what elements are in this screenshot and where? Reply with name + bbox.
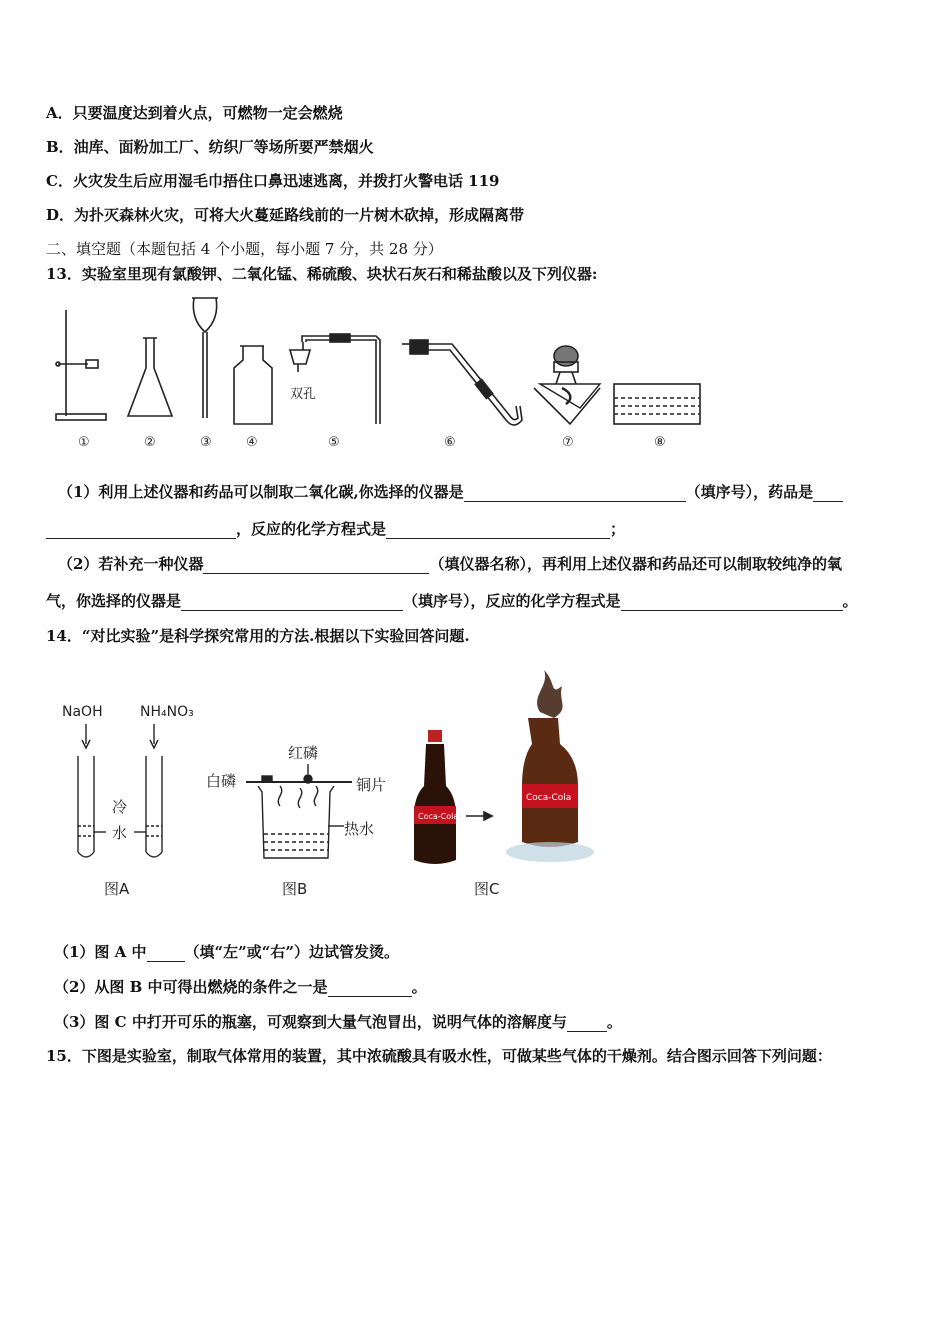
answer-blank[interactable] [621, 594, 843, 611]
gas-jar-icon [234, 346, 272, 424]
option-d: D．为扑灭森林火灾，可将大火蔓延路线前的一片树木砍掉，形成隔离带 [46, 206, 525, 224]
answer-blank[interactable] [813, 485, 843, 502]
answer-blank[interactable] [567, 1015, 607, 1032]
brand-label: Coca-Cola [526, 793, 572, 803]
q14-part3: （3）图 C 中打开可乐的瓶塞，可观察到大量气泡冒出，说明气体的溶解度与 。 [54, 1013, 622, 1031]
option-c: C．火灾发生后应用湿毛巾捂住口鼻迅速逃离，并拨打火警电话 119 [46, 172, 500, 190]
apparatus-label: ④ [246, 435, 258, 450]
cola-bottle-open-icon [506, 670, 594, 862]
arrow-icon [466, 812, 492, 820]
option-a: A．只要温度达到着火点，可燃物一定会燃烧 [46, 104, 343, 122]
option-b: B．油库、面粉加工厂、纺织厂等场所要严禁烟火 [46, 138, 374, 156]
apparatus-label: ⑥ [444, 435, 456, 450]
figure-a-caption: 图A [104, 880, 130, 898]
q14-part2: （2）从图 B 中可得出燃烧的条件之一是 。 [54, 978, 427, 996]
q14-part1: （1）图 A 中 （填“左”或“右”）边试管发烫。 [54, 943, 400, 961]
figure-b [246, 764, 352, 858]
iron-stand-icon [56, 310, 106, 420]
q13-part1: （1）利用上述仪器和药品可以制取二氧化碳,你选择的仪器是 （填序号），药品是 [58, 482, 843, 502]
copper-sheet-label: 铜片 [356, 776, 387, 794]
apparatus-label: ⑤ [328, 435, 340, 450]
q13-stem: 13．实验室里现有氯酸钾、二氧化锰、稀硫酸、块状石灰石和稀盐酸以及下列仪器: [46, 265, 598, 283]
q14-stem: 14．“对比实验”是科学探究常用的方法.根据以下实验回答问题. [46, 627, 470, 645]
red-phosphorus-label: 红磷 [288, 744, 319, 762]
long-neck-funnel-icon [192, 298, 218, 418]
answer-blank[interactable] [203, 557, 429, 574]
naoh-label: NaOH [62, 704, 103, 720]
single-hole-stopper-tube-icon [402, 340, 522, 425]
alcohol-lamp-icon [534, 346, 600, 424]
cola-bottle-closed-icon [414, 730, 458, 864]
q13-part2-cont: 气，你选择的仪器是 （填序号），反应的化学方程式是 。 [46, 592, 858, 610]
hot-water-label: 热水 [344, 820, 375, 838]
water-trough-icon [614, 384, 700, 424]
apparatus-label: ③ [200, 435, 212, 450]
answer-blank[interactable] [147, 945, 185, 962]
q14-figures [50, 656, 610, 906]
apparatus-label: ① [78, 435, 90, 450]
q13-part2: （2）若补充一种仪器 （填仪器名称），再利用上述仪器和药品还可以制取较纯净的氧 [58, 555, 842, 573]
answer-blank[interactable] [386, 522, 610, 539]
figure-b-caption: 图B [282, 880, 308, 898]
double-hole-label: 双孔 [290, 387, 317, 402]
section-heading: 二、填空题（本题包括 4 个小题，每小题 7 分，共 28 分） [46, 240, 443, 258]
brand-label: Coca-Cola [418, 812, 459, 821]
white-phosphorus-label: 白磷 [206, 772, 237, 790]
apparatus-label: ⑦ [562, 435, 574, 450]
q15-stem: 15．下图是实验室，制取气体常用的装置，其中浓硫酸具有吸水性，可做某些气体的干燥剂。结合图示回答下列问题： [46, 1047, 832, 1065]
answer-blank[interactable] [181, 594, 403, 611]
answer-blank[interactable] [328, 980, 412, 997]
apparatus-label: ② [144, 435, 156, 450]
cold-water-label: 冷 [112, 798, 128, 816]
q13-part1-cont: ，反应的化学方程式是 ； [46, 519, 625, 539]
apparatus-label: ⑧ [654, 435, 666, 450]
double-hole-stopper-icon [290, 334, 380, 424]
answer-blank[interactable] [464, 485, 686, 502]
q13-apparatus-figure [40, 288, 720, 458]
figure-c-caption: 图C [474, 880, 500, 898]
conical-flask-icon [128, 338, 172, 416]
cold-water-label: 水 [112, 824, 128, 842]
answer-blank[interactable] [46, 522, 236, 539]
nh4no3-label: NH₄NO₃ [140, 704, 194, 720]
